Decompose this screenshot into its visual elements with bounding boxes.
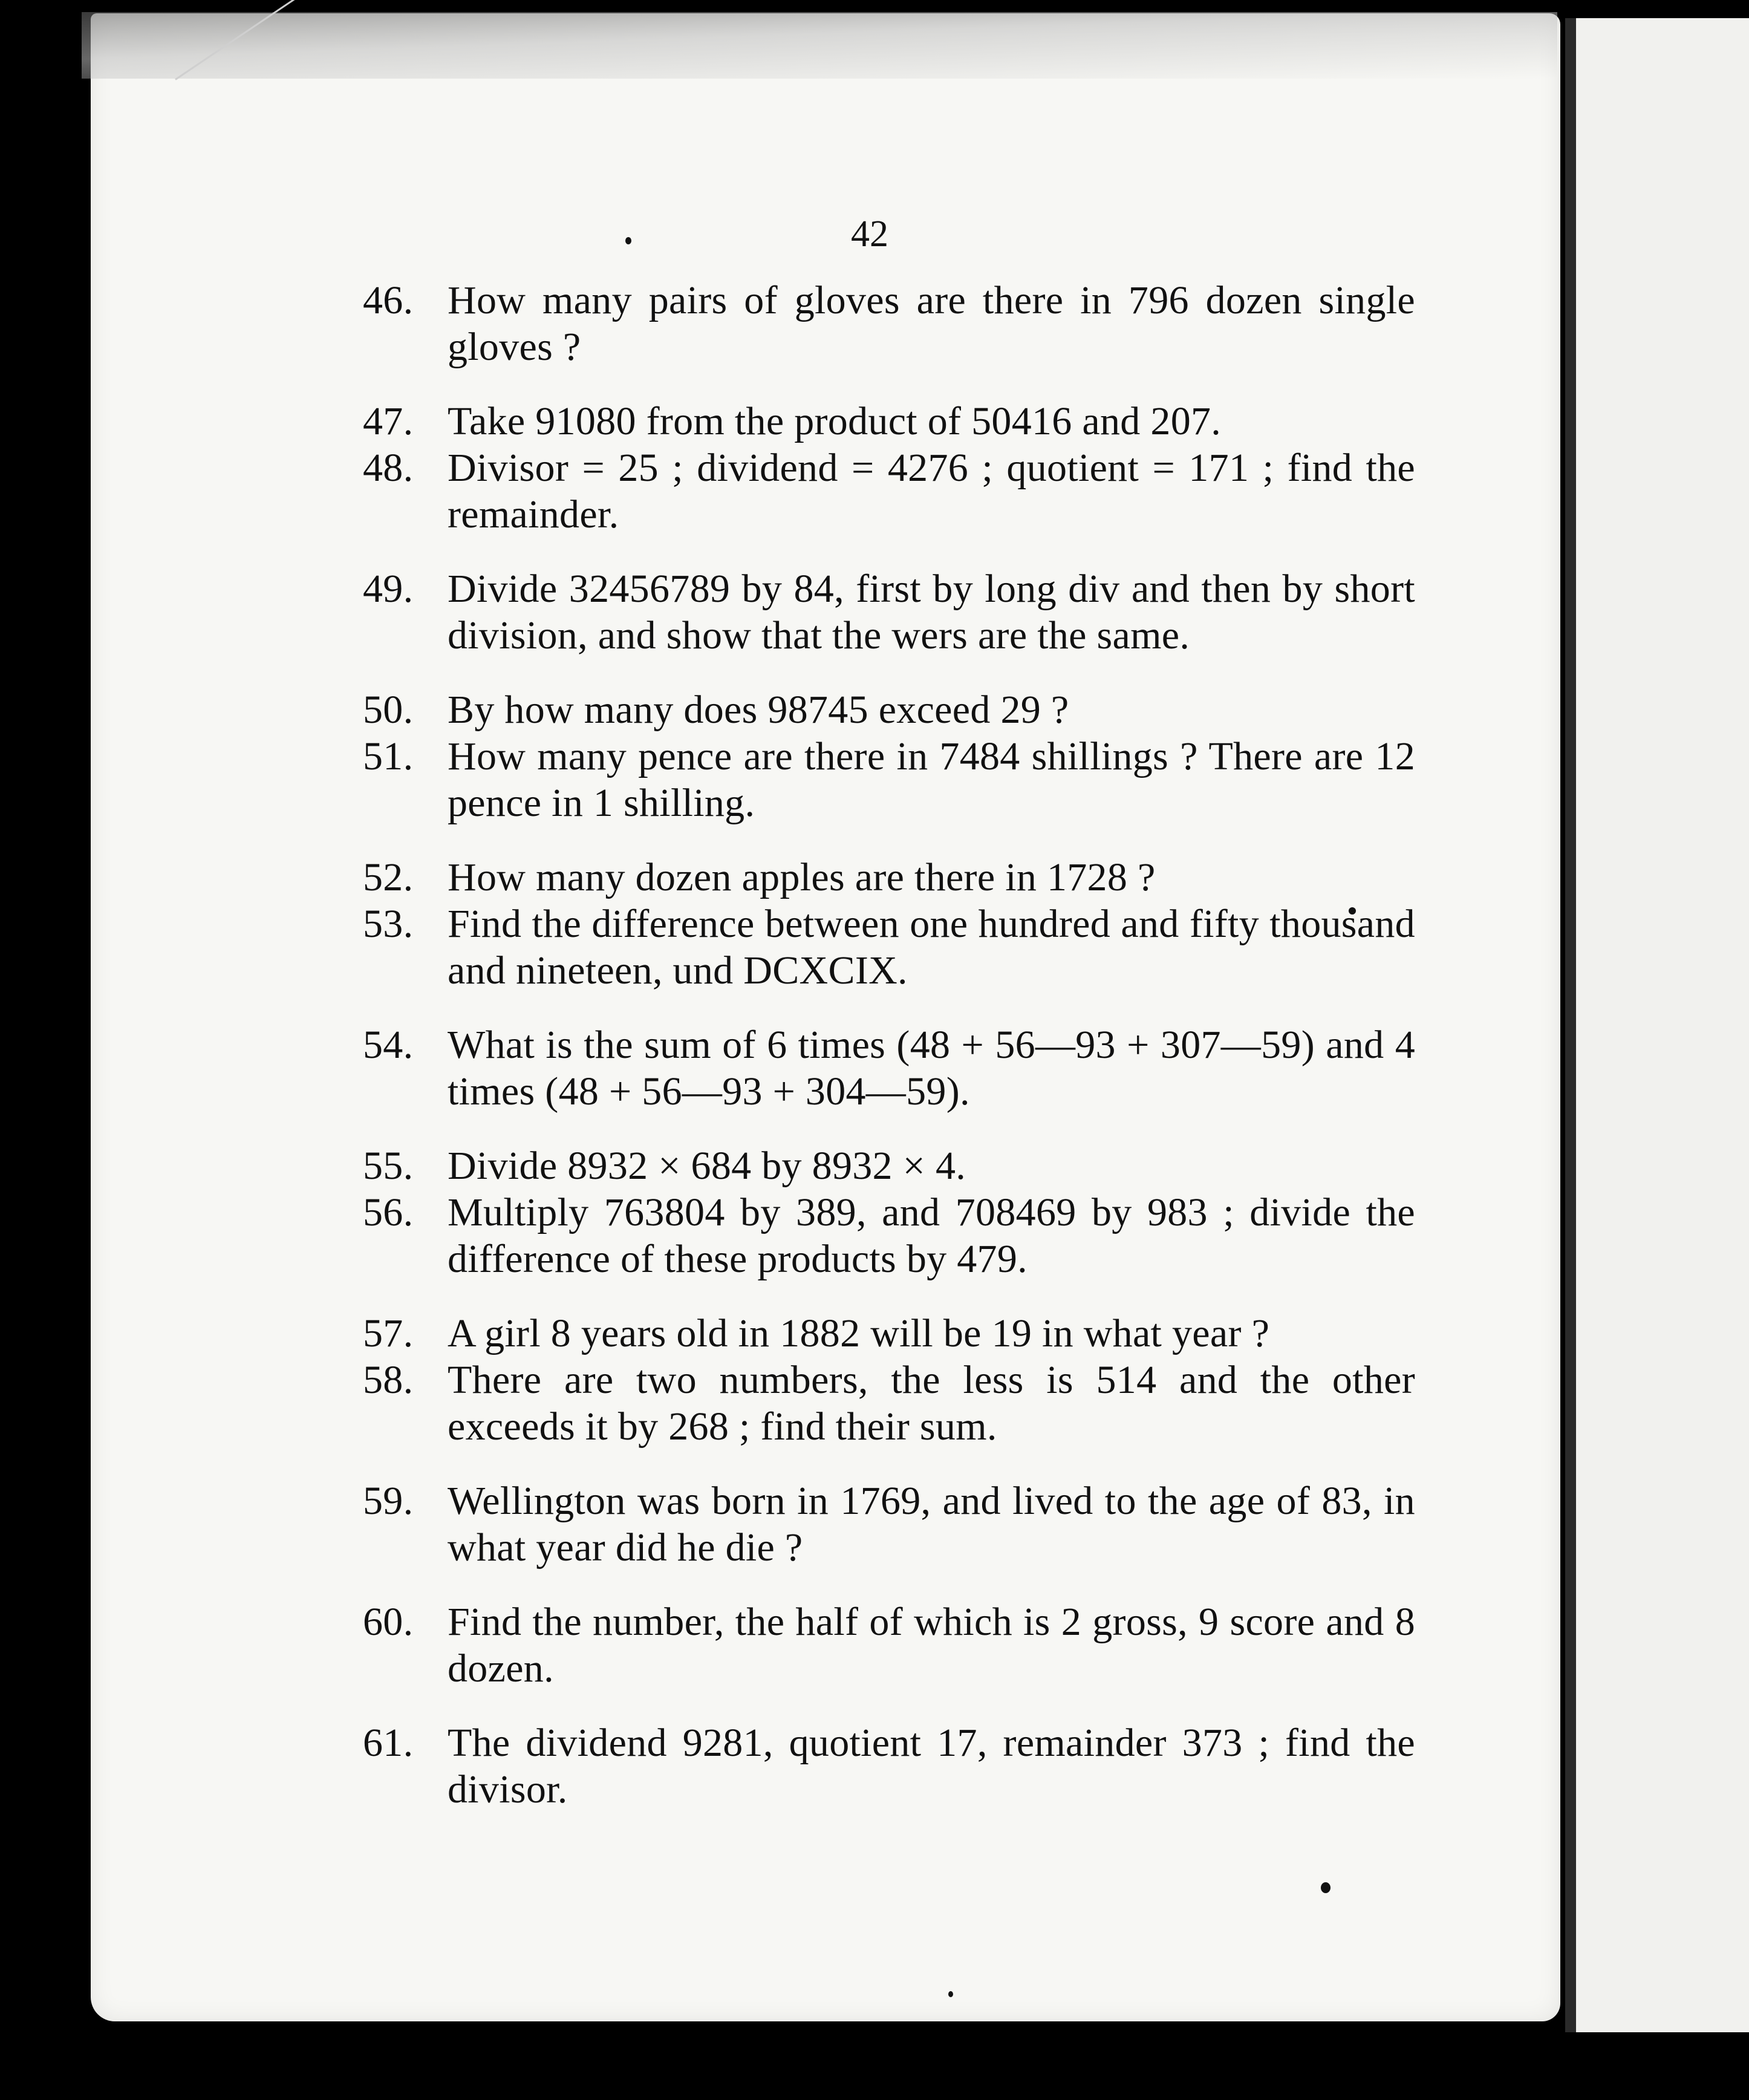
problem-item — [363, 1720, 1415, 1813]
problem-number: 61. — [363, 1721, 414, 1765]
problem-item — [363, 1599, 1415, 1692]
problem-item — [363, 566, 1415, 659]
problem-item — [363, 277, 1415, 370]
problem-text: Find the difference between one hundred and fifty thousand and nineteen, und DCXCIX. — [448, 902, 1415, 993]
ink-speck — [1321, 1882, 1330, 1893]
problem-number: 48. — [363, 446, 414, 490]
problem-item — [363, 1478, 1415, 1571]
problem-number: 47. — [363, 399, 414, 443]
problem-text: There are two numbers, the less is 514 and the other exceeds it by 268 ; find their sum. — [448, 1358, 1415, 1449]
problem-list — [363, 277, 1415, 1813]
problem-text: By how many does 98745 exceed 29 ? — [448, 688, 1069, 732]
problem-item — [363, 1143, 1415, 1189]
problem-number: 54. — [363, 1023, 414, 1067]
problem-number: 52. — [363, 855, 414, 899]
problem-text: A girl 8 years old in 1882 will be 19 in what year ? — [448, 1311, 1270, 1355]
page-crease — [82, 12, 1557, 79]
problem-text: How many pence are there in 7484 shillings ? There are 12 pence in 1 shilling. — [448, 734, 1415, 825]
problem-text: Find the number, the half of which is 2 gross, 9 score and 8 dozen. — [448, 1600, 1415, 1691]
problem-text: Wellington was born in 1769, and lived to the age of 83, in what year did he die ? — [448, 1479, 1415, 1570]
problem-item — [363, 1189, 1415, 1282]
problem-item — [363, 901, 1415, 994]
problem-number: 53. — [363, 902, 414, 946]
problem-number: 46. — [363, 278, 414, 322]
problem-text: The dividend 9281, quotient 17, remainder 373 ; find the divisor. — [448, 1721, 1415, 1811]
problem-item — [363, 445, 1415, 538]
problem-item — [363, 686, 1415, 733]
problem-item — [363, 854, 1415, 901]
problem-text: What is the sum of 6 times (48 + 56—93 + 307—59) and 4 times (48 + 56—93 + 304—59). — [448, 1023, 1415, 1114]
problem-text: Multiply 763804 by 389, and 708469 by 983 ; divide the difference of these products by 479. — [448, 1190, 1415, 1281]
problem-item — [363, 398, 1415, 445]
problem-number: 57. — [363, 1311, 414, 1355]
problem-item — [363, 733, 1415, 826]
problem-number: 49. — [363, 567, 414, 611]
problem-number: 59. — [363, 1479, 414, 1523]
adjacent-page-edge — [1565, 18, 1749, 2032]
problem-number: 56. — [363, 1190, 414, 1234]
problem-number: 60. — [363, 1600, 414, 1644]
ink-speck — [948, 1991, 953, 1997]
problem-text: Take 91080 from the product of 50416 and 207. — [448, 399, 1222, 443]
problem-number: 55. — [363, 1144, 414, 1188]
problem-number: 58. — [363, 1358, 414, 1402]
problem-text: How many dozen apples are there in 1728 ? — [448, 855, 1156, 899]
problem-item — [363, 1310, 1415, 1357]
problem-text: How many pairs of gloves are there in 796 dozen single gloves ? — [448, 278, 1415, 369]
problem-number: 50. — [363, 688, 414, 732]
problem-number: 51. — [363, 734, 414, 778]
page-number: 42 — [851, 214, 888, 255]
problem-text: Divisor = 25 ; dividend = 4276 ; quotient = 171 ; find the remainder. — [448, 446, 1415, 536]
problem-item — [363, 1022, 1415, 1115]
problem-text: Divide 32456789 by 84, first by long div and then by short division, and show that the wers are the same. — [448, 567, 1415, 657]
problem-item — [363, 1357, 1415, 1450]
problem-text: Divide 8932 × 684 by 8932 × 4. — [448, 1144, 966, 1188]
